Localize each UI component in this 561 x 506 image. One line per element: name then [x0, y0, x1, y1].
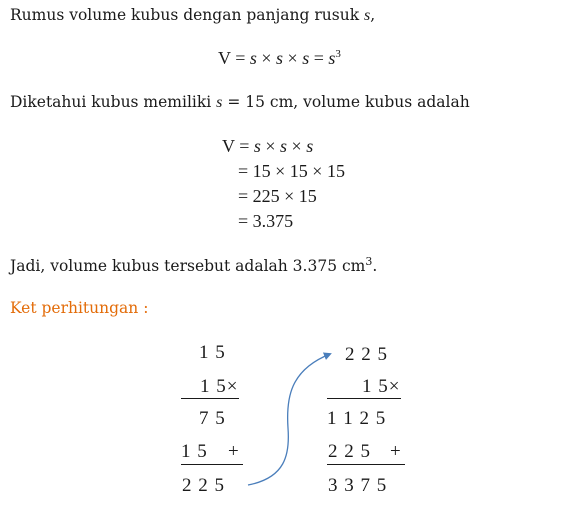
intro-tail: , — [370, 6, 376, 24]
calc-left-row-5: 2 2 5 — [182, 475, 225, 496]
formula-times-1: × — [256, 48, 277, 68]
step-times-1: × — [260, 136, 281, 156]
calc-left-row-4b: + — [228, 441, 240, 462]
calc-left-row-4a: 1 5 — [181, 441, 208, 462]
step-v: V — [222, 136, 235, 156]
step-s-3: s — [306, 136, 314, 156]
calc-right-row-3: 1 1 2 5 — [327, 408, 387, 429]
calc-right-row-5: 3 3 7 5 — [328, 475, 388, 496]
step-times-2: × — [287, 136, 307, 156]
given-text-2: = 15 cm, volume kubus adalah — [222, 93, 470, 111]
calc-right-row-4a: 2 2 5 — [328, 441, 371, 462]
formula-v: V — [218, 48, 231, 68]
calc-right-row-2: 1 5× — [362, 376, 401, 397]
calc-right-row-4b: + — [390, 441, 402, 462]
formula-eq-2: = — [309, 48, 329, 68]
step-line-3: = 225 × 15 — [238, 186, 317, 206]
intro-text: Rumus volume kubus dengan panjang rusuk — [10, 6, 365, 24]
calc-left-row-2: 1 5× — [200, 376, 239, 397]
step-line-2: = 15 × 15 × 15 — [238, 161, 345, 181]
given-var-s: s — [216, 94, 223, 111]
formula-times-2: × — [283, 48, 303, 68]
step-s-1: s — [253, 136, 261, 156]
formula-s-4: s — [328, 48, 336, 68]
conclusion-text: Jadi, volume kubus tersebut adalah 3.375 cm — [10, 257, 366, 275]
intro-var-s: s — [364, 7, 371, 24]
conclusion-exponent: 3 — [365, 254, 373, 268]
calc-right-row-1: 2 2 5 — [345, 344, 388, 365]
step-s-2: s — [280, 136, 288, 156]
step-eq: = — [234, 136, 254, 156]
calc-left-row-1: 1 5 — [199, 342, 226, 363]
step-line-4: = 3.375 — [238, 211, 294, 231]
formula-exponent: 3 — [335, 48, 341, 60]
ket-label: Ket perhitungan : — [10, 299, 149, 317]
formula-s-2: s — [276, 48, 284, 68]
conclusion-tail: . — [372, 257, 378, 275]
formula-s-1: s — [249, 48, 257, 68]
calc-left-row-3: 7 5 — [199, 408, 226, 429]
formula-eq: = — [230, 48, 250, 68]
given-text-1: Diketahui kubus memiliki — [10, 93, 217, 111]
formula-s-3: s — [302, 48, 310, 68]
